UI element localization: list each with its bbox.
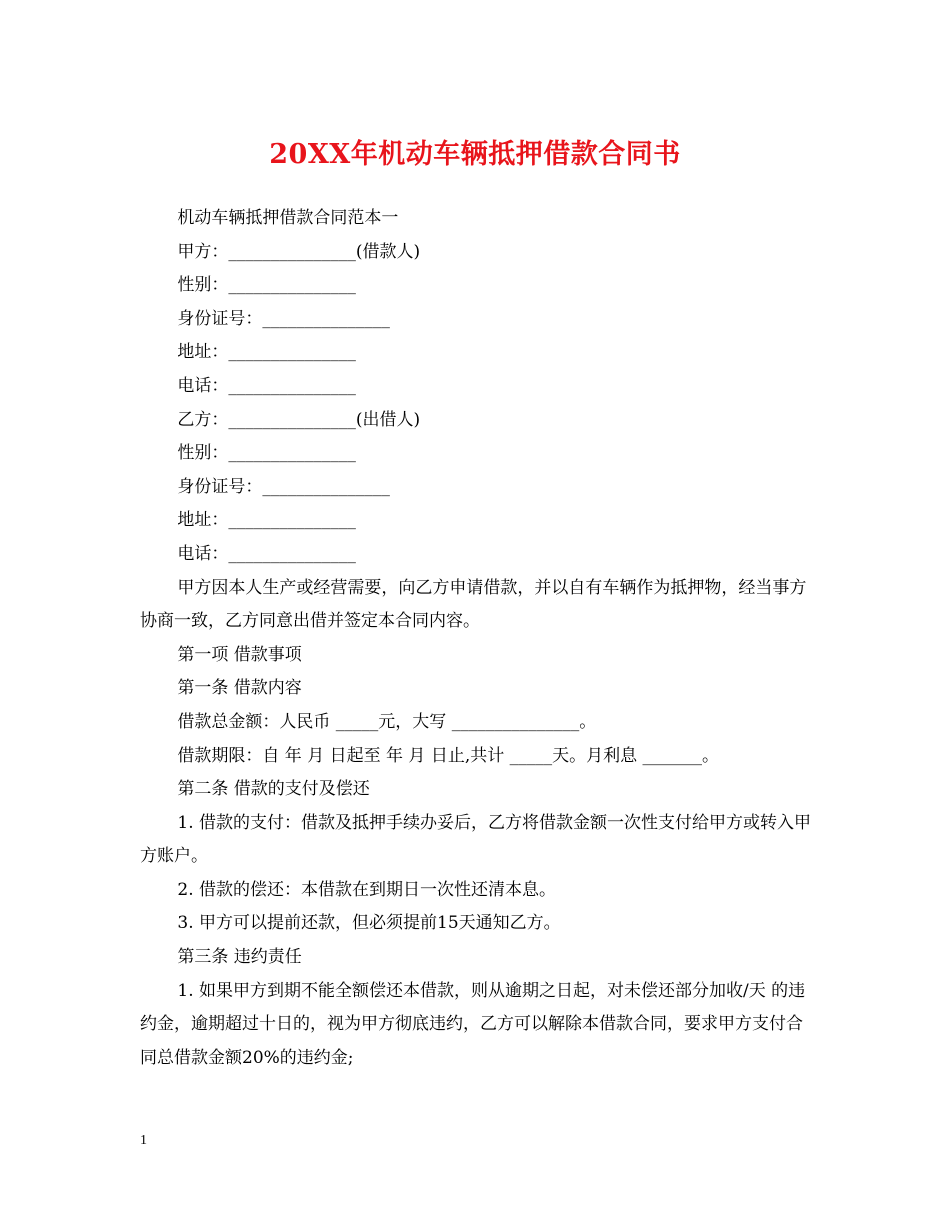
paragraph: 电话：_______________ bbox=[177, 375, 356, 396]
document-title: 20XX年机动车辆抵押借款合同书 bbox=[269, 139, 681, 170]
paragraph: 地址：_______________ bbox=[177, 342, 356, 363]
paragraph: 1. 如果甲方到期不能全额偿还本借款，则从逾期之日起，对未偿还部分加收/天 的违约金，逾期超过十日的，视为甲方彻底违约，乙方可以解除本借款合同，要求甲方支付合同总借款金额20%的违约金; bbox=[140, 980, 806, 1068]
paragraph: 乙方：_______________(出借人) bbox=[177, 409, 421, 430]
paragraph: 性别：_______________ bbox=[177, 275, 356, 296]
paragraph: 地址：_______________ bbox=[177, 510, 356, 531]
paragraph: 1. 借款的支付：借款及抵押手续办妥后，乙方将借款金额一次性支付给甲方或转入甲方账户。 bbox=[140, 812, 812, 867]
paragraph: 第二条 借款的支付及偿还 bbox=[177, 779, 370, 800]
paragraph: 第三条 违约责任 bbox=[177, 947, 302, 968]
paragraph: 3. 甲方可以提前还款，但必须提前15天通知乙方。 bbox=[177, 913, 561, 934]
paragraph: 性别：_______________ bbox=[177, 443, 356, 464]
paragraph: 机动车辆抵押借款合同范本一 bbox=[177, 208, 399, 228]
paragraph: 身份证号：_______________ bbox=[177, 308, 390, 329]
paragraph: 身份证号：_______________ bbox=[177, 476, 390, 497]
paragraph: 第一项 借款事项 bbox=[177, 644, 302, 665]
page-number: 1 bbox=[140, 1133, 147, 1148]
paragraph: 2. 借款的偿还：本借款在到期日一次性还清本息。 bbox=[177, 879, 557, 900]
paragraph: 甲方因本人生产或经营需要，向乙方申请借款，并以自有车辆作为抵押物，经当事方协商一致，乙方同意出借并签定本合同内容。 bbox=[140, 577, 807, 632]
paragraph: 借款总金额：人民币 _____元，大写 _______________。 bbox=[177, 711, 597, 732]
paragraph: 电话：_______________ bbox=[177, 543, 356, 564]
document-body bbox=[140, 202, 812, 1075]
paragraph: 第一条 借款内容 bbox=[177, 678, 302, 699]
paragraph: 借款期限：自 年 月 日起至 年 月 日止,共计 _____天。月利息 _______。 bbox=[177, 745, 720, 766]
paragraph: 甲方：_______________(借款人) bbox=[177, 241, 421, 262]
